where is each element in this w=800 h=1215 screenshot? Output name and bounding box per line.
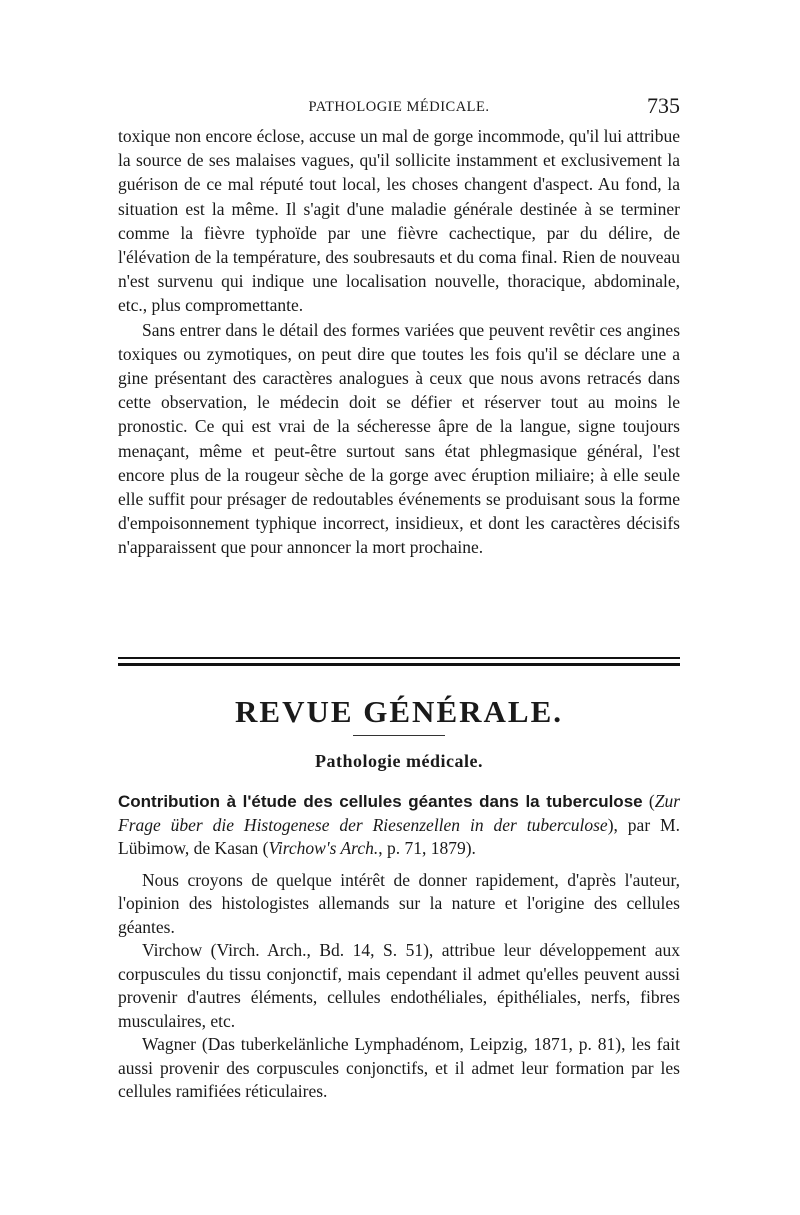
subsection-heading: Pathologie médicale. bbox=[315, 751, 483, 771]
article-reference-journal: Virchow's Arch. bbox=[268, 838, 379, 858]
article-title: Contribution à l'étude des cellules géantes dans la tuberculose bbox=[118, 792, 643, 811]
article-paren-open: ( bbox=[642, 791, 655, 811]
article bbox=[118, 790, 680, 1104]
article-heading bbox=[118, 790, 680, 861]
paragraph: toxique non encore éclose, accuse un mal de gorge incommode, qu'il lui attribue la source de ses malaises vagues, qu'il sollicite instamment et exclusivement la guérison de ce mal réputé tout local, les choses changent d'aspect. Au fond, la situation est la même. Il s'agit d'une maladie générale destinée à se terminer comme la fièvre typhoïde par une fièvre cachectique, par du délire, de l'élévation de la température, des soubresauts et du coma final. Rien de nouveau n'est survenu qui indique une localisation nouvelle, thoracique, abdominale, etc., plus compromettante. bbox=[118, 126, 680, 316]
heading-underline bbox=[353, 735, 445, 736]
article-title-original: Zur Frage über die Histogenese der Riesenzellen in der tuberculose bbox=[118, 791, 681, 835]
paragraph: Wagner (Das tuberkelänliche Lymphadénom, Leipzig, 1871, p. 81), les fait aussi provenir des corpuscules conjonctifs, et il admet leur formation par les cellules ramifiées réticulaires. bbox=[118, 1034, 680, 1101]
article-reference-end: , p. 71, 1879). bbox=[378, 838, 476, 858]
running-title: PATHOLOGIE MÉDICALE. bbox=[308, 99, 490, 115]
body-text bbox=[118, 124, 680, 560]
separator-rule-thin bbox=[118, 657, 680, 659]
page-number: 735 bbox=[647, 93, 680, 118]
paragraph: Sans entrer dans le détail des formes variées que peuvent revêtir ces angines toxiques ou zymotiques, on peut dire que toutes les fois qu'il se déclare une a gine présentant des caractères analogues à ceux que nous avons retracés dans cette observation, le médecin doit se défier et réserver tout au moins le pronostic. Ce qui est vrai de la sécheresse âpre de la langue, signe toujours menaçant, même et peut-être surtout sans état phlegmasique général, l'est encore plus de la rougeur sèche de la gorge avec éruption miliaire; à elle seule elle suffit pour présager de redoutables événements se produisant sous la forme d'empoisonnement typhique incorrect, insidieux, et dont les caractères décisifs n'apparaissent que pour annoncer la mort prochaine. bbox=[118, 319, 680, 558]
running-header bbox=[118, 93, 680, 119]
paragraph: Nous croyons de quelque intérêt de donner rapidement, d'après l'auteur, l'opinion des histologistes allemands sur la nature et l'origine des cellules géantes. bbox=[118, 869, 680, 937]
article-author: ), par M. Lübimow, de Kasan ( bbox=[118, 814, 680, 858]
section-heading: REVUE GÉNÉRALE. bbox=[235, 694, 563, 729]
separator-rule-thick bbox=[118, 663, 680, 666]
paragraph: Virchow (Virch. Arch., Bd. 14, S. 51), attribue leur développement aux corpuscules du tissu conjonctif, mais cependant il admet qu'elles peuvent aussi provenir d'autres éléments, cellules endothéliales, épithéliales, nerfs, fibres musculaires, etc. bbox=[118, 940, 680, 1031]
